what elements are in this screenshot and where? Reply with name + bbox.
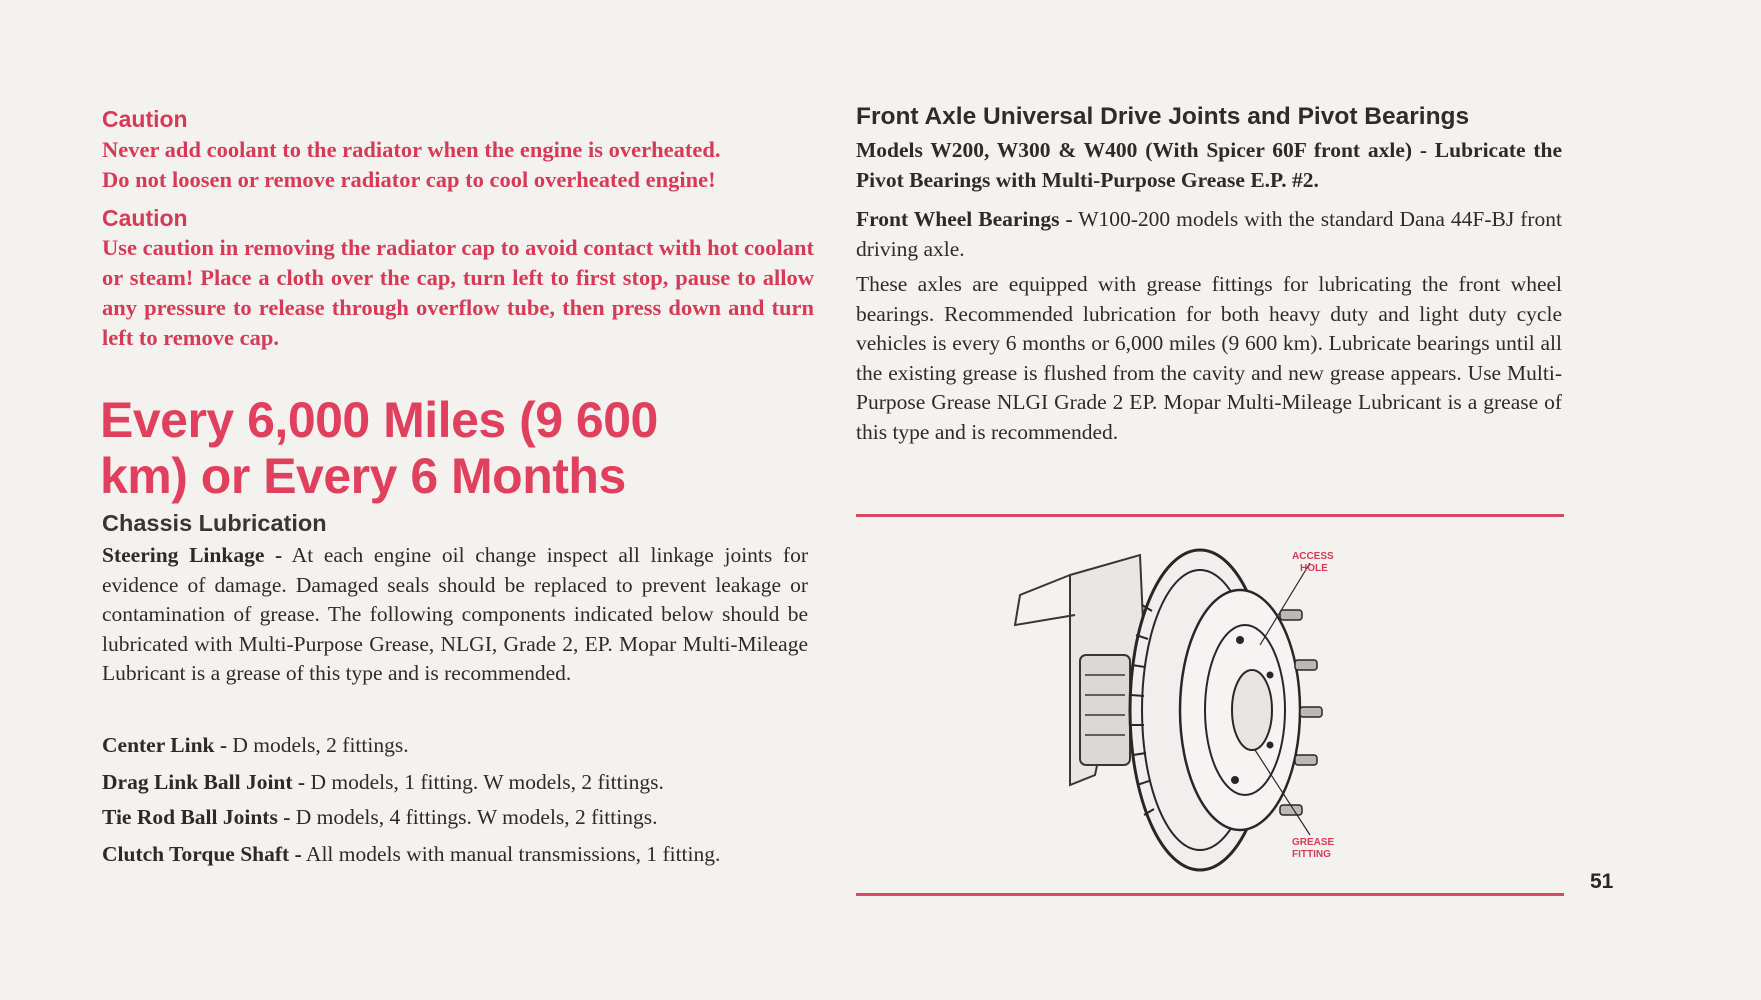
grease-fittings-paragraph: These axles are equipped with grease fittings for lubricating the front wheel bearings. Recommended lubrication for both heavy duty and light duty cycle vehicles is every 6 months or 6,000 miles (9 600 km). Lubricate bearings until all the existing grease is flushed from the cavity and new grease appears. Use Multi-Purpose Grease NLGI Grade 2 EP. Mopar Multi-Mileage Lubricant is a grease of this type and is recommended.: [856, 272, 1562, 444]
access-hole-label-2: HOLE: [1300, 563, 1328, 574]
models-paragraph: Models W200, W300 & W400 (With Spicer 60F front axle) - Lubricate the Pivot Bearings with Multi-Purpose Grease E.P. #2.: [856, 138, 1562, 192]
grease-fitting-label-1: GREASE: [1292, 837, 1335, 848]
page-number: 51: [1590, 870, 1614, 893]
brake-caliper: [1080, 655, 1130, 765]
front-wheel-bearings-paragraph: [856, 205, 1562, 264]
chassis-lubrication-heading: Chassis Lubrication: [102, 510, 327, 536]
steering-linkage-text: At each engine oil change inspect all linkage joints for evidence of damage. Damaged seals should be replaced to prevent leakage or contamination of grease. The following components indicated below should be lubricated with Multi-Purpose Grease, NLGI, Grade 2, EP. Mopar Multi-Mileage Lubricant is a grease of this type and is recommended.: [102, 543, 808, 685]
top-rule: [856, 514, 1564, 517]
caution-line-1: Never add coolant to the radiator when the engine is overheated.: [102, 137, 721, 162]
front-axle-heading: Front Axle Universal Drive Joints and Pivot Bearings: [856, 103, 1470, 130]
hub-cap: [1232, 670, 1272, 750]
caution-heading-1: Caution: [102, 106, 188, 132]
tie-rod-label: Tie Rod Ball Joints -: [102, 805, 291, 829]
steering-linkage-paragraph: [102, 541, 808, 689]
tie-rod-text: D models, 4 fittings. W models, 2 fittings.: [290, 805, 658, 829]
caution-line-2: Do not loosen or remove radiator cap to cool overheated engine!: [102, 167, 716, 192]
clutch-torque-text: All models with manual transmissions, 1 fitting.: [301, 842, 721, 866]
front-wheel-bearings-label: Front Wheel Bearings -: [856, 207, 1073, 231]
drag-link-label: Drag Link Ball Joint -: [102, 770, 306, 794]
clutch-torque-label: Clutch Torque Shaft -: [102, 842, 302, 866]
center-link-text: D models, 2 fittings.: [227, 733, 409, 757]
center-link-label: Center Link -: [102, 733, 228, 757]
caution-text-1: [102, 135, 814, 195]
drag-link-paragraph: [102, 768, 808, 798]
bleed-through-texture: [110, 82, 116, 105]
front-wheel-bearings-text: W100-200 models with the standard Dana 44F-BJ front driving axle.: [856, 207, 1562, 261]
grease-fitting-label-2: FITTING: [1292, 849, 1331, 860]
bracket-arm: [1015, 575, 1075, 625]
drag-link-text: D models, 1 fitting. W models, 2 fittings.: [305, 770, 664, 794]
section-title: Every 6,000 Miles (9 600 km) or Every 6 Months: [100, 392, 658, 504]
caution-text-2: Use caution in removing the radiator cap to avoid contact with hot coolant or steam! Place a cloth over the cap, turn left to first stop, pause to allow any pressure to release through overflow tube, then press down and turn left to remove cap.: [102, 235, 814, 350]
front-wheel-hub-diagram: [840, 535, 1560, 875]
steering-linkage-label: Steering Linkage -: [102, 543, 283, 567]
center-link-paragraph: [102, 731, 808, 761]
caution-heading-2: Caution: [102, 205, 188, 231]
bottom-rule: [856, 893, 1564, 896]
tie-rod-paragraph: [102, 803, 808, 833]
clutch-torque-paragraph: [102, 840, 808, 870]
access-hole-label-1: ACCESS: [1292, 551, 1334, 562]
